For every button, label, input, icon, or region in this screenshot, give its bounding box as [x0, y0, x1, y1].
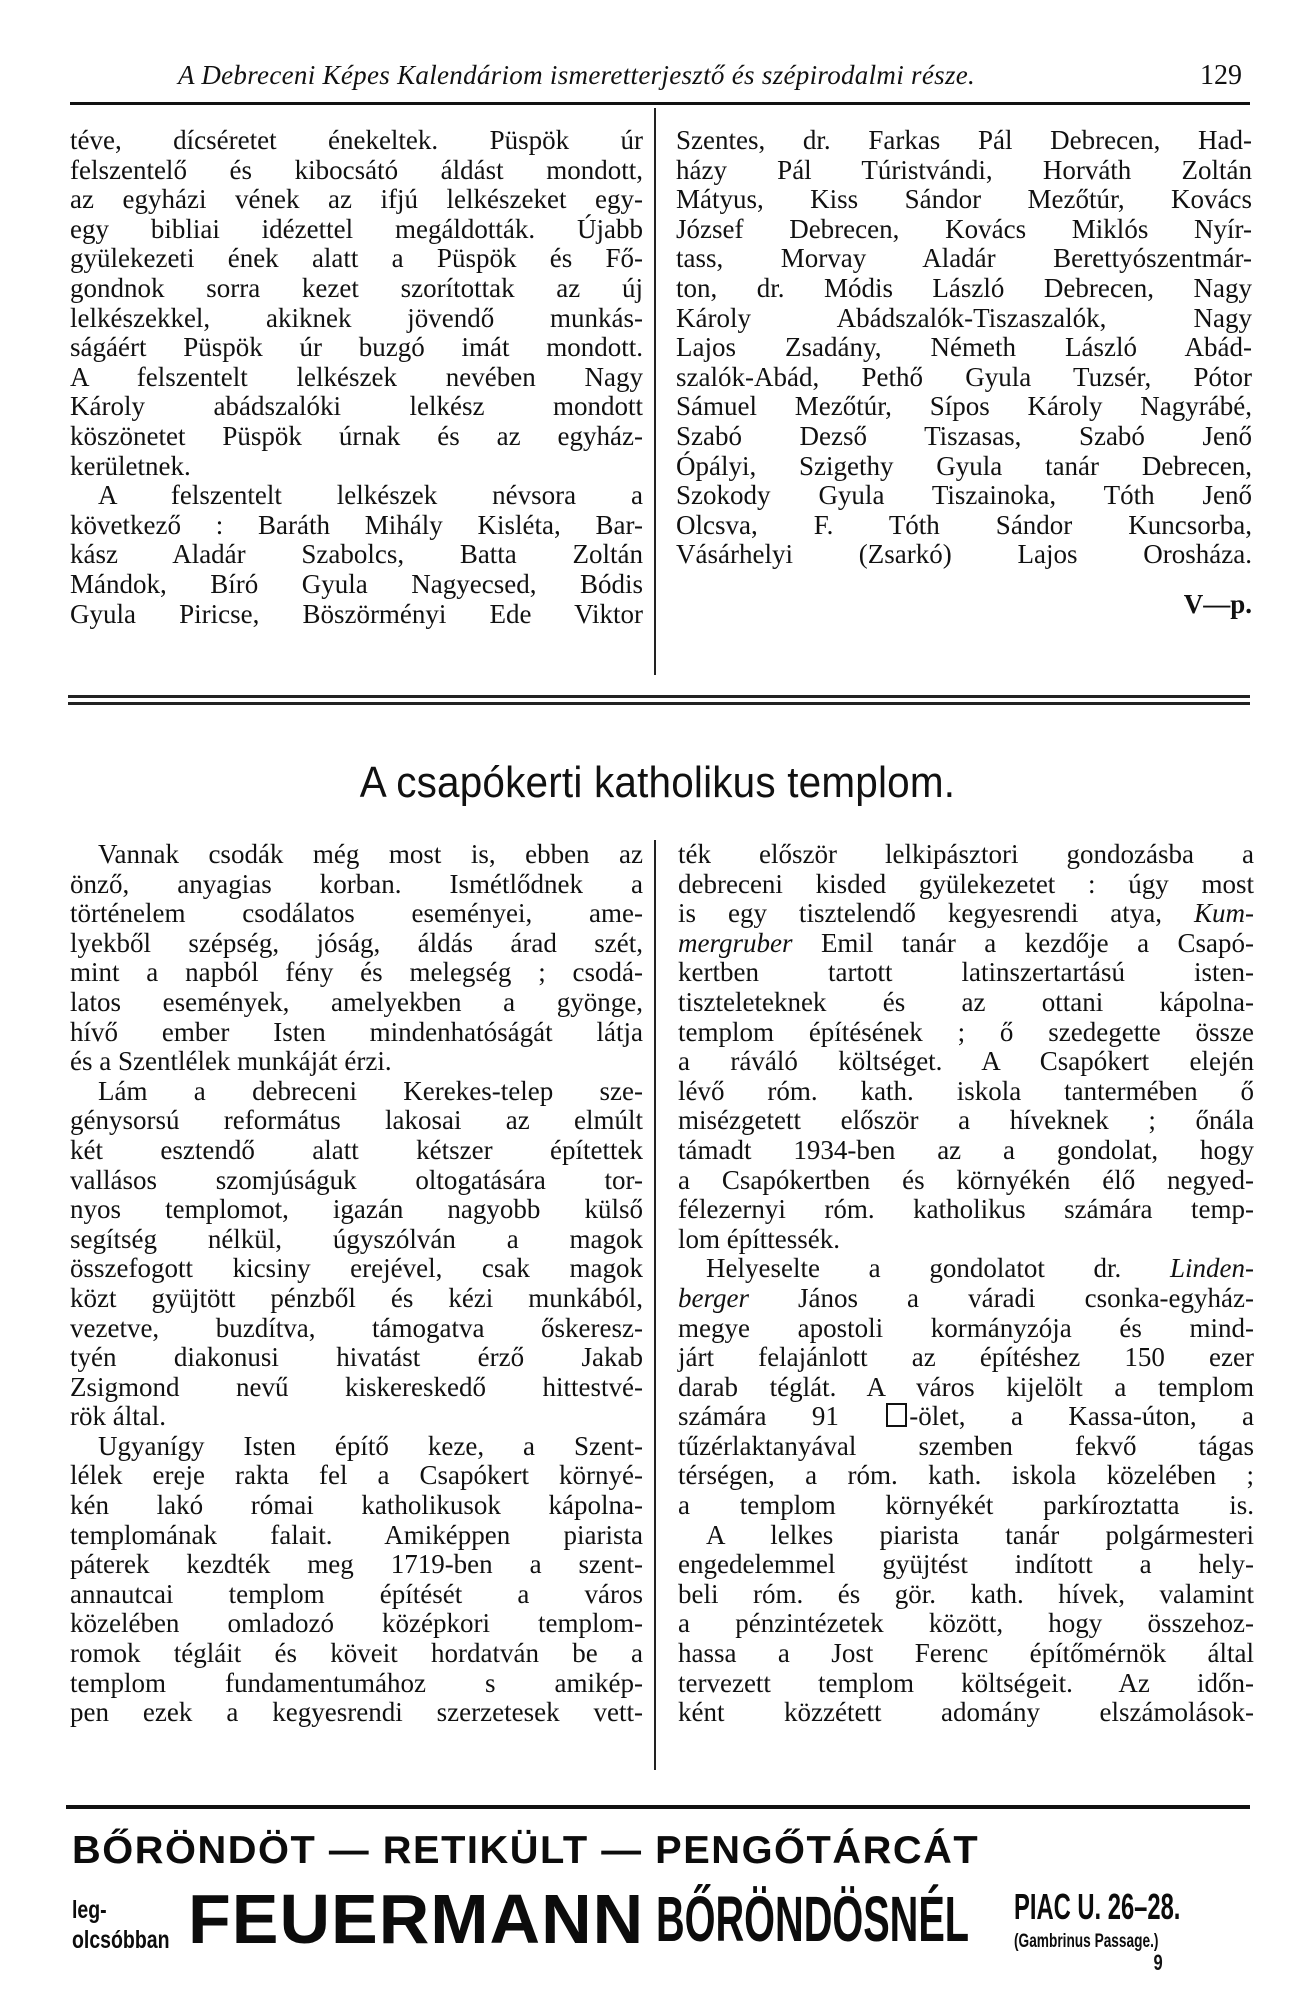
section-rule-bottom: [68, 702, 1250, 705]
text-line: Károly Abádszalók-Tiszaszalók, Nagy: [676, 302, 1252, 333]
text-line: nyos templomot, igazán nagyobb külső: [70, 1194, 643, 1225]
text-line: tass, Morvay Aladár Berettyószentmár-: [676, 243, 1252, 274]
text-line: vezetve, buzdítva, támogatva őskeresz-: [70, 1312, 643, 1343]
text-line: Ugyanígy Isten építő keze, a Szent-: [98, 1430, 643, 1461]
text-line: kén lakó római katholikusok kápolna-: [70, 1490, 643, 1521]
text-line: összefogott kicsiny erejével, csak magok: [70, 1253, 643, 1284]
text-line: [678, 929, 1254, 959]
text-line: A felszentelt lelkészek nevében Nagy: [70, 361, 643, 392]
running-title: A Debreceni Képes Kalendáriom ismeretterjesztő és szépirodalmi része.: [178, 60, 976, 90]
section1-right-column: [676, 126, 1252, 620]
text-line: tiszteleteknek és az ottani kápolna-: [678, 986, 1254, 1017]
text-span: számára 91: [678, 1401, 885, 1432]
text-line: templomának falait. Amiképpen piarista: [70, 1519, 643, 1550]
text-line: megye apostoli kormányzója és mind-: [678, 1312, 1254, 1343]
column-divider: [654, 108, 656, 675]
text-line: járt felajánlott az építéshez 150 ezer: [678, 1342, 1254, 1373]
text-line: közt gyüjtött pénzből és kézi munkából,: [70, 1282, 643, 1313]
ad-cheapest-label: [72, 1895, 170, 1955]
italic-name: Linden-: [1170, 1253, 1254, 1284]
text-line: lévő róm. kath. iskola tantermében ő: [678, 1075, 1254, 1106]
text-line: Vásárhelyi (Zsarkó) Lajos Orosháza.: [676, 539, 1252, 570]
text-line: kász Aladár Szabolcs, Batta Zoltán: [70, 539, 643, 570]
article-right-column: [678, 840, 1254, 1728]
text-line: Gyula Piricse, Böszörményi Ede Viktor: [70, 598, 643, 629]
text-line: köszönetet Püspök úrnak és az egyház-: [70, 420, 643, 451]
text-line: Mátyus, Kiss Sándor Mezőtúr, Kovács: [676, 184, 1252, 215]
text-line: Olcsva, F. Tóth Sándor Kuncsorba,: [676, 509, 1252, 540]
ad-headline: BŐRÖNDÖT — RETIKÜLT — PENGŐTÁRCÁT: [72, 1829, 980, 1872]
text-line: lelkészekkel, akiknek jövendő munkás-: [70, 302, 643, 333]
text-line: kertben tartott latinszertartású isten-: [678, 957, 1254, 988]
spacer: [676, 570, 1252, 590]
square-unit-icon: [886, 1403, 907, 1427]
text-line: Szokody Gyula Tiszainoka, Tóth Jenő: [676, 480, 1252, 511]
text-line: szalók-Abád, Pethő Gyula Tuzsér, Pótor: [676, 361, 1252, 392]
text-line: rök által.: [70, 1401, 166, 1432]
text-line: és a Szentlélek munkáját érzi.: [70, 1046, 392, 1077]
text-line: házy Pál Túristvándi, Horváth Zoltán: [676, 154, 1252, 185]
advertisement-rule: [66, 1805, 1250, 1809]
text-line: Lajos Zsadány, Németh László Abád-: [676, 332, 1252, 363]
text-line: beli róm. és gör. kath. hívek, valamint: [678, 1578, 1254, 1609]
text-line: Sámuel Mezőtúr, Sípos Károly Nagyrábé,: [676, 391, 1252, 422]
text-line: segítség nélkül, úgyszólván a magok: [70, 1223, 643, 1254]
ad-brand-name: FEUERMANN: [188, 1880, 645, 1958]
text-line: tervezett templom költségeit. Az időn-: [678, 1667, 1254, 1698]
page-number: 129: [1200, 60, 1242, 91]
text-line: misézgetett először a híveknek ; őnála: [678, 1105, 1254, 1136]
text-line: önző, anyagias korban. Ismétlődnek a: [70, 868, 643, 899]
text-line: ték először lelkipásztori gondozásba a: [678, 839, 1254, 869]
header-rule: [70, 102, 1250, 105]
text-line: a templom környékét parkíroztatta is.: [678, 1490, 1254, 1521]
text-line: latos események, amelyekben a gyönge,: [70, 986, 643, 1017]
text-line: gondnok sorra kezet szorítottak az új: [70, 272, 643, 303]
italic-name: berger: [678, 1282, 749, 1313]
text-line: ságáért Püspök úr buzgó imát mondott.: [70, 332, 643, 363]
text-line: két esztendő alatt kétszer építettek: [70, 1134, 643, 1165]
text-span: -ölet, a Kassa-úton, a: [909, 1401, 1255, 1432]
text-line: Szabó Dezső Tiszasas, Szabó Jenő: [676, 420, 1252, 451]
text-line: a pénzintézetek között, hogy összehoz-: [678, 1608, 1254, 1639]
text-line: annautcai templom építését a város: [70, 1578, 643, 1609]
text-line: vallásos szomjúságuk oltogatására tor-: [70, 1164, 643, 1195]
text-line: [678, 1254, 1254, 1284]
text-line: az egyházi vének az ifjú lelkészeket egy-: [70, 184, 643, 215]
text-line: debreceni kisded gyülekezetet : úgy most: [678, 868, 1254, 899]
advertisement: [66, 1815, 1256, 1965]
text-line: A lelkes piarista tanár polgármesteri: [706, 1519, 1254, 1550]
text-line: tűzérlaktanyával szemben fekvő tágas: [678, 1430, 1254, 1461]
text-line: Szentes, dr. Farkas Pál Debrecen, Had-: [676, 125, 1252, 155]
text-line: félezernyi róm. katholikus számára temp-: [678, 1194, 1254, 1225]
text-line: hívő ember Isten mindenhatóságát látja: [70, 1016, 643, 1047]
text-line: következő : Baráth Mihály Kisléta, Bar-: [70, 509, 643, 540]
text-line: a ráváló költséget. A Csapókert elején: [678, 1046, 1254, 1077]
text-line: tyén diakonusi hivatást érző Jakab: [70, 1342, 643, 1373]
text-line: darab téglát. A város kijelölt a templom: [678, 1371, 1254, 1402]
text-line: kerületnek.: [70, 450, 191, 481]
section1-left-column: [70, 126, 643, 629]
text-line: romok tégláit és köveit hordatván be a: [70, 1638, 643, 1669]
text-span: is egy tisztelendő kegyesrendi atya,: [678, 898, 1194, 929]
text-line: hassa a Jost Ferenc építőmérnök által: [678, 1638, 1254, 1669]
text-line: pen ezek a kegyesrendi szerzetesek vett-: [70, 1697, 643, 1728]
ad-address: PIAC U. 26–28.: [1014, 1886, 1181, 1927]
ad-small-line: leg-: [72, 1896, 107, 1924]
ad-small-line: olcsóbban: [72, 1926, 170, 1954]
text-line: [678, 899, 1254, 929]
text-line: páterek kezdték meg 1719-ben a szent-: [70, 1549, 643, 1580]
text-line: Zsigmond nevű kiskereskedő hittestvé-: [70, 1371, 643, 1402]
text-line: templom fundamentumához s amikép-: [70, 1667, 643, 1698]
text-line: egy bibliai idézettel megáldották. Újabb: [70, 213, 643, 244]
italic-name: Kum-: [1194, 898, 1254, 929]
text-line: felszentelő és kibocsátó áldást mondott,: [70, 154, 643, 185]
text-line: Vannak csodák még most is, ebben az: [98, 839, 643, 869]
text-line: téve, dícséretet énekeltek. Püspök úr: [70, 125, 643, 155]
italic-name: mergruber: [678, 927, 793, 958]
column-divider: [654, 840, 656, 1770]
text-line: templom építésének ; ő szedegette össze: [678, 1016, 1254, 1047]
text-span: Helyeselte a gondolatot dr.: [706, 1253, 1170, 1284]
running-header: [70, 60, 1250, 100]
text-line: engedelemmel gyüjtést indított a hely-: [678, 1549, 1254, 1580]
article-left-column: [70, 840, 643, 1728]
text-line: közelében omladozó középkori templom-: [70, 1608, 643, 1639]
text-line: génysorsú református lakosai az elmúlt: [70, 1105, 643, 1136]
ad-shop-type: BŐRÖNDÖSNÉL: [656, 1883, 970, 1955]
text-line: [678, 1402, 1254, 1432]
section-rule-top: [68, 695, 1250, 698]
text-line: lyekből szépség, jóság, áldás árad szét,: [70, 927, 643, 958]
text-line: ton, dr. Módis László Debrecen, Nagy: [676, 272, 1252, 303]
text-line: gyülekezeti ének alatt a Püspök és Fő-: [70, 243, 643, 274]
text-line: [678, 1284, 1254, 1314]
text-line: támadt 1934-ben az a gondolat, hogy: [678, 1134, 1254, 1165]
text-span: Emil tanár a kezdője a Csapó-: [792, 927, 1254, 958]
text-line: mint a napból fény és melegség ; csodá-: [70, 957, 643, 988]
text-line: Mándok, Bíró Gyula Nagyecsed, Bódis: [70, 568, 643, 599]
text-line: Lám a debreceni Kerekes-telep sze-: [98, 1075, 643, 1106]
ad-passage: (Gambrinus Passage.): [1014, 1931, 1159, 1952]
text-line: a Csapókertben és környékén élő negyed-: [678, 1164, 1254, 1195]
text-line: lom építtessék.: [678, 1223, 840, 1254]
signature-mark: 9: [1153, 1950, 1163, 1975]
text-line: lélek ereje rakta fel a Csapókert környé-: [70, 1460, 643, 1491]
text-line: történelem csodálatos eseményei, ame-: [70, 898, 643, 929]
text-line: térségen, a róm. kath. iskola közelében ;: [678, 1460, 1254, 1491]
text-span: János a váradi csonka-egyház-: [748, 1282, 1254, 1313]
text-line: ként közzétett adomány elszámolások-: [678, 1697, 1254, 1728]
text-line: Károly abádszalóki lelkész mondott: [70, 391, 643, 422]
article-title: A csapókerti katholikus templom.: [359, 758, 956, 807]
text-line: József Debrecen, Kovács Miklós Nyír-: [676, 213, 1252, 244]
author-signature: V—p.: [1183, 588, 1252, 619]
text-line: A felszentelt lelkészek névsora a: [98, 480, 643, 511]
text-line: Ópályi, Szigethy Gyula tanár Debrecen,: [676, 450, 1252, 481]
